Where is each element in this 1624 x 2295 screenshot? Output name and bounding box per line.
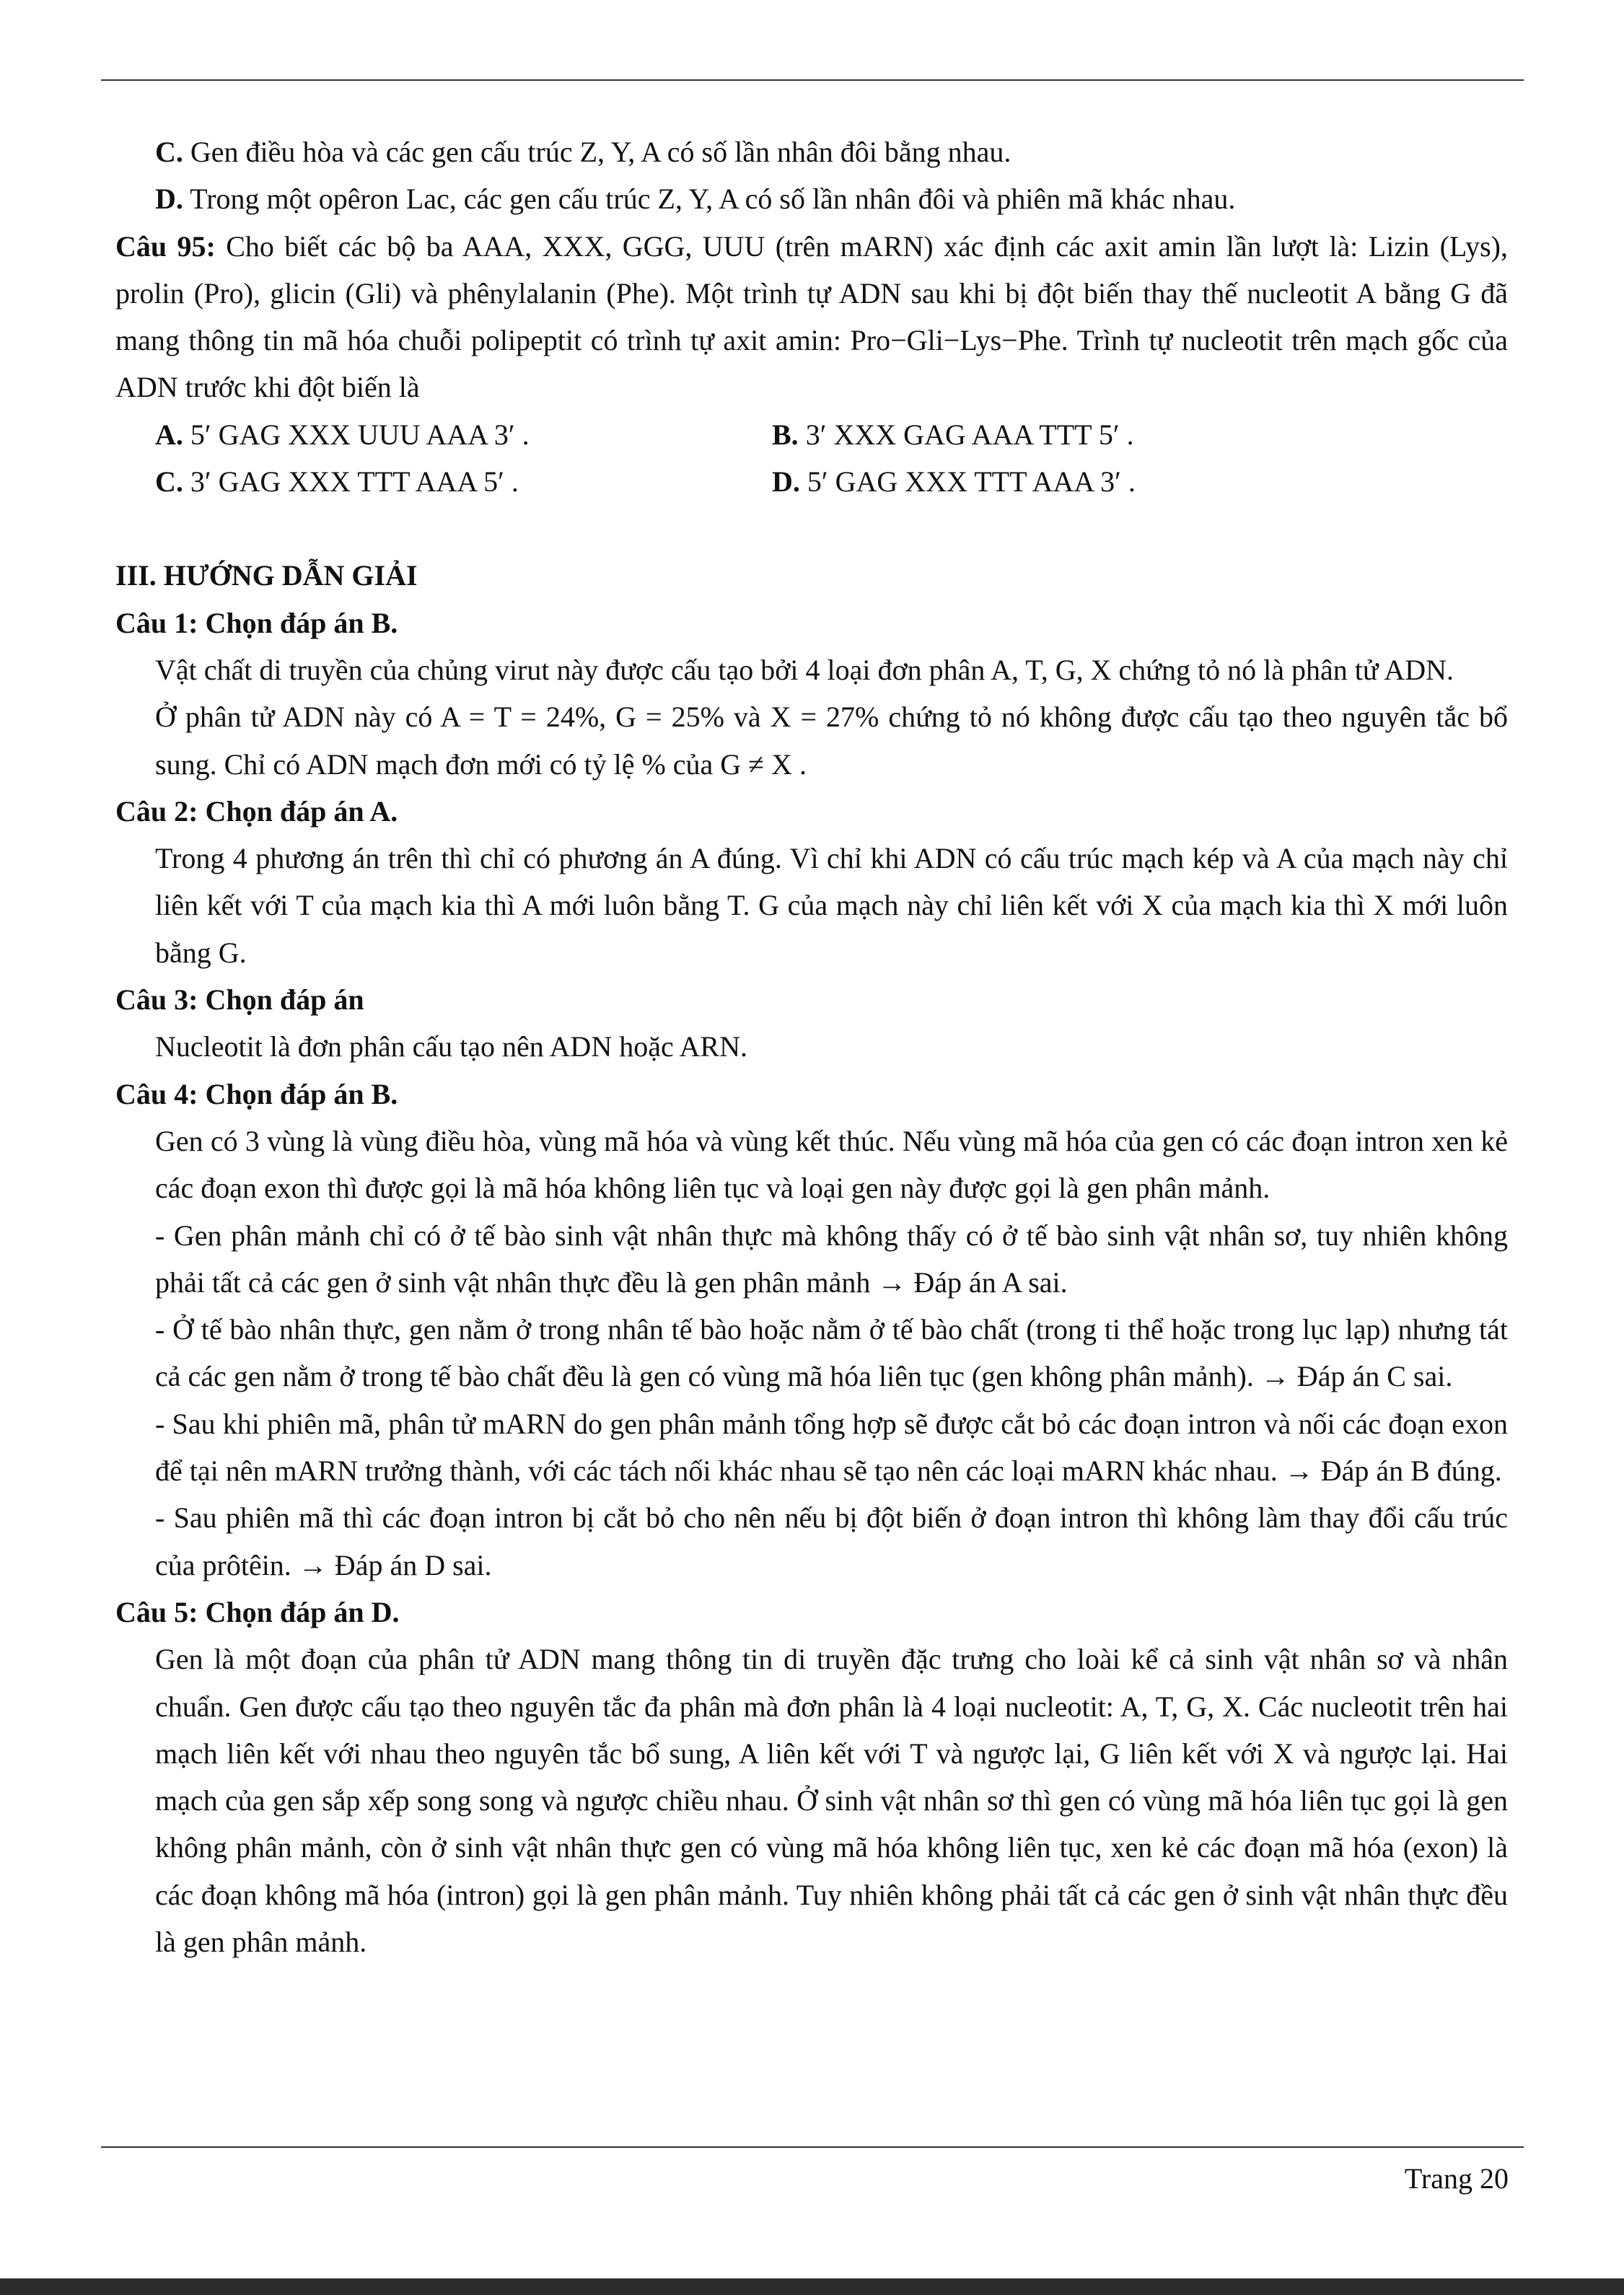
option-a: A. 5′ GAG XXX UUU AAA 3′ . — [155, 418, 530, 451]
answer-4-paragraph: - Sau khi phiên mã, phân tử mARN do gen phân mảnh tổng hợp sẽ được cắt bỏ các đoạn intron và nối các đoạn exon để tại nên mARN trưởng thành, với các tách nối khác nhau sẽ tạo nên các loại mARN khác nhau. → Đáp án B đúng. — [155, 1407, 1508, 1488]
answer-3-paragraph: Nucleotit là đơn phân cấu tạo nên ADN hoặc ARN. — [155, 1030, 747, 1063]
section-title: III. HƯỚNG DẪN GIẢI — [115, 559, 418, 592]
answer-4-paragraph: - Gen phân mảnh chỉ có ở tế bào sinh vật nhân thực mà không thấy có ở tế bào sinh vật nhân sơ, tuy nhiên không phải tất cả các gen ở sinh vật nhân thực đều là gen phân mảnh → Đáp án A sai. — [155, 1219, 1508, 1299]
question-95: Câu 95: Cho biết các bộ ba AAA, XXX, GGG, UUU (trên mARN) xác định các axit amin lần lượt là: Lizin (Lys), prolin (Pro), glicin (Gli) và phênylalanin (Phe). Một trình tự ADN sau khi bị đột biến thay thế nucleotit A bằng G đã mang thông tin mã hóa chuỗi polipeptit có trình tự axit amin: Pro−Gli−Lys−Phe. Trình tự nucleotit trên mạch gốc của ADN trước khi đột biến là — [115, 229, 1509, 404]
footer-rule — [101, 2146, 1524, 2148]
option-d: D. Trong một opêron Lac, các gen cấu trúc Z, Y, A có số lần nhân đôi và phiên mã khác nhau. — [155, 183, 1236, 216]
answer-2-title: Câu 2: Chọn đáp án A. — [115, 794, 398, 828]
option-b: B. 3′ XXX GAG AAA TTT 5′ . — [772, 418, 1134, 451]
answer-4-paragraph: - Sau phiên mã thì các đoạn intron bị cắt bỏ cho nên nếu bị đột biến ở đoạn intron thì không làm thay đổi cấu trúc của prôtêin. → Đáp án D sai. — [155, 1501, 1508, 1581]
option-c-95: C. 3′ GAG XXX TTT AAA 5′ . — [155, 465, 519, 499]
question-95-options-row-2 — [115, 458, 1508, 505]
option-c: C. Gen điều hòa và các gen cấu trúc Z, Y, A có số lần nhân đôi bằng nhau. — [155, 136, 1011, 168]
answer-1-paragraph: Vật chất di truyền của chủng virut này được cấu tạo bởi 4 loại đơn phân A, T, G, X chứng tỏ nó là phân tử ADN. — [155, 653, 1454, 686]
answer-5-paragraph: Gen là một đoạn của phân tử ADN mang thông tin di truyền đặc trưng cho loài kể cả sinh vật nhân sơ và nhân chuẩn. Gen được cấu tạo theo nguyên tắc đa phân mà đơn phân là 4 loại nucleotit: A, T, G, X. Các nucleotit trên hai mạch liên kết với nhau theo nguyên tắc bổ sung, A liên kết với T và ngược lại, G liên kết với X và ngược lại. Hai mạch của gen sắp xếp song song và ngược chiều nhau. Ở sinh vật nhân sơ thì gen có vùng mã hóa liên tục gọi là gen không phân mảnh, còn ở sinh vật nhân thực gen có vùng mã hóa không liên tục, xen kẻ các đoạn mã hóa (exon) là các đoạn không mã hóa (intron) gọi là gen phân mảnh. Tuy nhiên không phải tất cả các gen ở sinh vật nhân thực đều là gen phân mảnh. — [155, 1643, 1508, 1958]
answer-1-paragraph: Ở phân tử ADN này có A = T = 24%, G = 25% và X = 27% chứng tỏ nó không được cấu tạo theo nguyên tắc bổ sung. Chỉ có ADN mạch đơn mới có tỷ lệ % của G ≠ X . — [155, 701, 1508, 781]
bottom-band — [0, 2278, 1624, 2295]
page-content — [115, 128, 1508, 1965]
page-number: Trang 20 — [1404, 2162, 1509, 2195]
answer-5-title: Câu 5: Chọn đáp án D. — [115, 1595, 400, 1628]
option-d-95: D. 5′ GAG XXX TTT AAA 3′ . — [772, 465, 1136, 499]
header-rule — [101, 79, 1524, 81]
question-95-options-row-1 — [115, 411, 1508, 458]
answer-4-title: Câu 4: Chọn đáp án B. — [115, 1077, 398, 1110]
answer-1-title: Câu 1: Chọn đáp án B. — [115, 606, 398, 639]
answer-4-paragraph: Gen có 3 vùng là vùng điều hòa, vùng mã hóa và vùng kết thúc. Nếu vùng mã hóa của gen có các đoạn intron xen kẻ các đoạn exon thì được gọi là mã hóa không liên tục và loại gen này được gọi là gen phân mảnh. — [155, 1124, 1508, 1205]
answer-4-paragraph: - Ở tế bào nhân thực, gen nằm ở trong nhân tế bào hoặc nằm ở tế bào chất (trong ti thể hoặc trong lục lạp) nhưng tát cả các gen nằm ở trong tế bào chất đều là gen có vùng mã hóa liên tục (gen không phân mảnh). → Đáp án C sai. — [155, 1313, 1508, 1393]
answer-2-paragraph: Trong 4 phương án trên thì chỉ có phương án A đúng. Vì chỉ khi ADN có cấu trúc mạch kép và A của mạch này chỉ liên kết với T của mạch kia thì A mới luôn bằng T. G của mạch này chỉ liên kết với X của mạch kia thì X mới luôn bằng G. — [155, 842, 1508, 969]
answer-3-title: Câu 3: Chọn đáp án — [115, 983, 364, 1017]
